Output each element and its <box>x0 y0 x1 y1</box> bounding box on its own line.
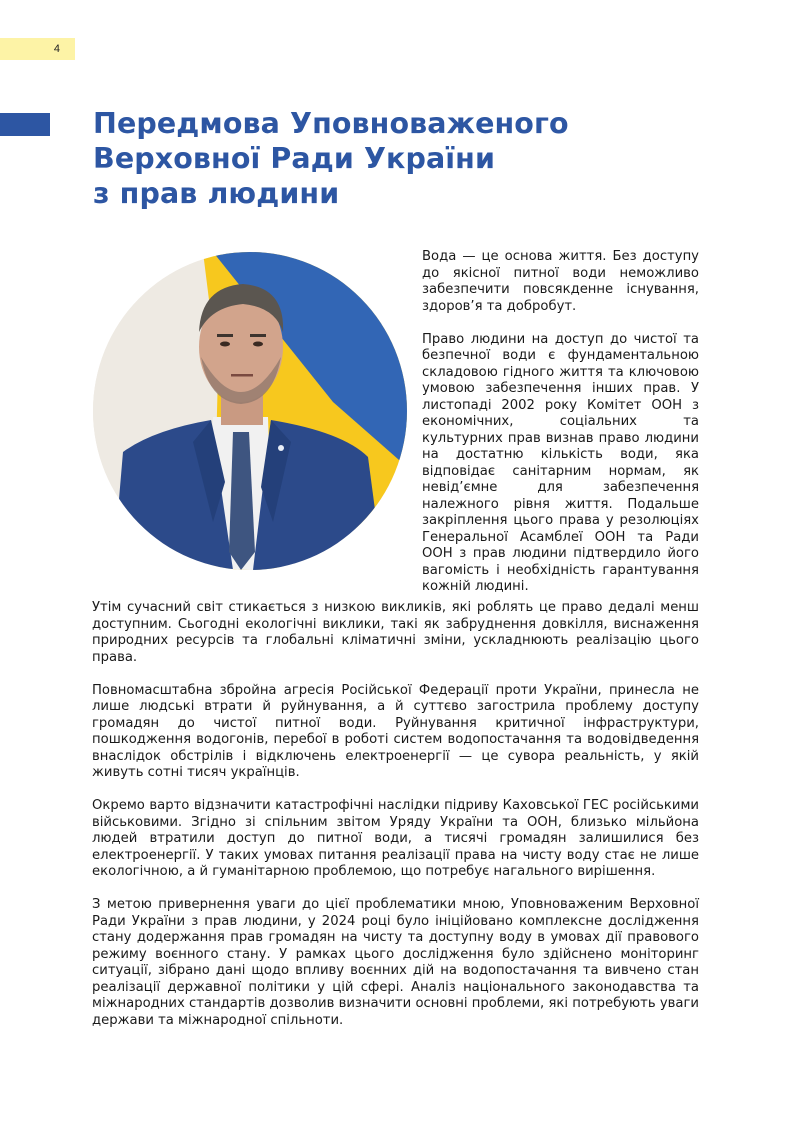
intro-paragraph: Вода — це основа життя. Без доступу до якісної питної води неможливо забезпечити повсякденне існування, здоров’я та добробут. <box>422 249 699 314</box>
brow-left <box>217 334 233 337</box>
body-paragraph: Повномасштабна збройна агресія Російської Федерації проти України, принесла не лише людські втрати й руйнування, а й суттєво загострила проблему доступу громадян до чистої питної води. Руйнування критичної інфраструктури, пошкодження водогонів, перебої в роботі систем водопостачання та водовідведення внаслідок обстрілів і відключень електроенергії — це сувора реальність, у якій живуть сотні тисяч українців. <box>92 682 699 780</box>
page-number: 4 <box>53 43 60 55</box>
body-paragraph: Утім сучасний світ стикається з низкою викликів, які роблять це право дедалі менш доступним. Сьогодні екологічні виклики, такі як забруднення довкілля, виснаження природних ресурсів та глобальні кліматичні зміни, ускладнюють реалізацію цього права. <box>92 600 699 665</box>
intro-column <box>422 249 699 612</box>
page-title-line: з прав людини <box>93 177 340 210</box>
body-paragraph: Окремо варто відзначити катастрофічні наслідки підриву Каховської ГЕС російськими військовими. Згідно зі спільним звітом Уряду України та ООН, близько мільйона людей втратили доступ до питної води, а тисячі громадян залишилися без електроенергії. У таких умовах питання реалізації права на чисту воду стає не лише екологічною, а й гуманітарною проблемою, що потребує нагального вирішення. <box>92 798 699 879</box>
page-title-line: Верховної Ради України <box>93 142 496 175</box>
eye-right <box>253 342 263 347</box>
body-paragraph: З метою привернення уваги до цієї проблематики мною, Уповноваженим Верховної Ради України з прав людини, у 2024 році було ініційовано комплексне дослідження стану додержання прав громадян на чисту та доступну воду в умовах дії правового режиму воєнного стану. У рамках цього дослідження було здійснено моніторинг ситуації, зібрано дані щодо впливу воєнних дій на водопостачання та вивчено стан реалізації державної політики у цій сфері. Аналіз національного законодавства та міжнародних стандартів дозволив визначити основні проблеми, які потребують уваги держави та міжнародної спільноти. <box>92 897 699 1028</box>
main-body <box>92 600 699 1046</box>
brow-right <box>250 334 266 337</box>
page-title-line: Передмова Уповноваженого <box>93 107 569 140</box>
ombudsman-portrait <box>93 252 407 570</box>
portrait-photo-icon <box>93 252 407 570</box>
mouth <box>231 374 253 377</box>
page-title <box>93 106 653 211</box>
intro-paragraph: Право людини на доступ до чистої та безпечної води є фундаментальною складовою гідного життя та ключовою умовою забезпечення інших прав. У листопаді 2002 року Комітет ООН з економічних, соціальних та культурних прав визнав право людини на достатню кількість води, яка відповідає санітарним нормам, як невід’ємне для забезпечення належного рівня життя. Подальше закріплення цього права у резолюціях Генеральної Асамблеї ООН та Ради ООН з прав людини підтвердило його вагомість і необхідність гарантування кожній людині. <box>422 331 699 594</box>
title-accent-bar <box>0 113 50 136</box>
lapel-pin <box>278 445 284 451</box>
eye-left <box>220 342 230 347</box>
page-number-bar <box>0 38 75 60</box>
